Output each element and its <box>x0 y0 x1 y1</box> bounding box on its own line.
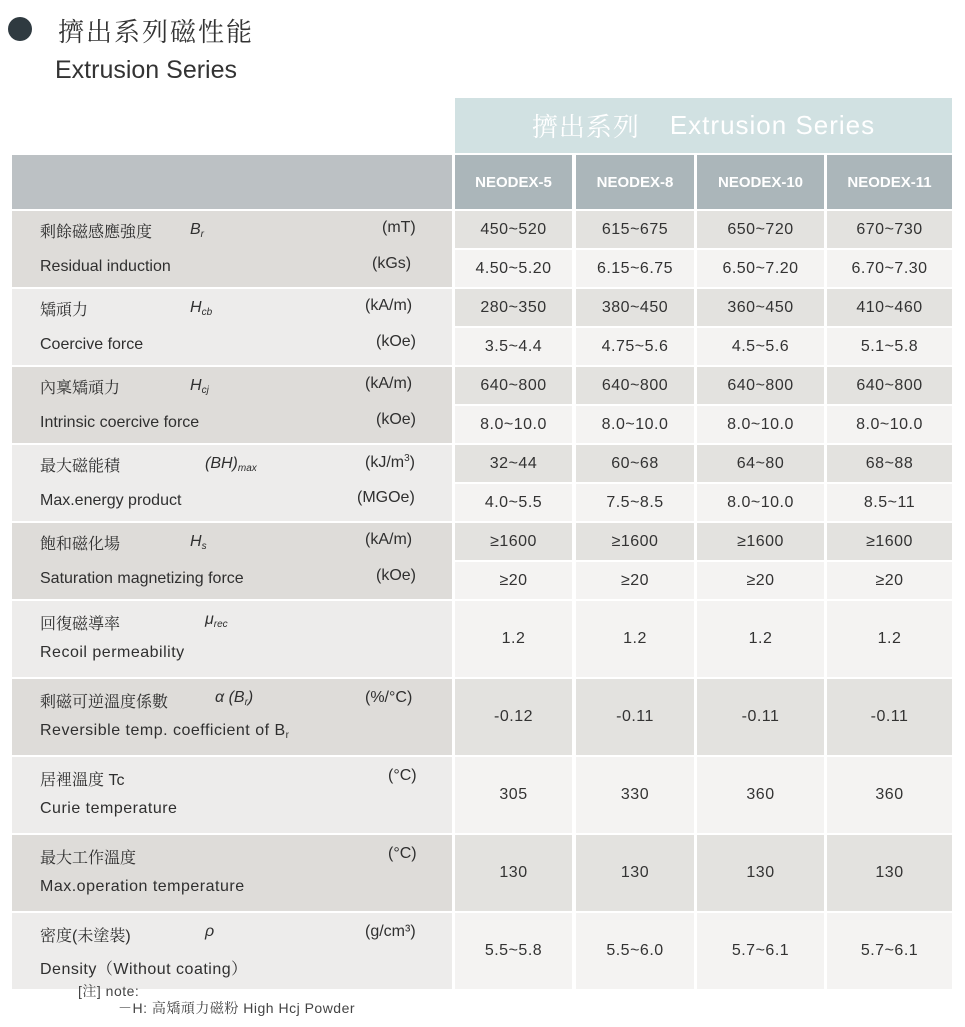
table-cell: ≥20 <box>576 562 694 599</box>
table-cell: 1.2 <box>697 601 824 677</box>
property-symbol: α $(B_r)$ <box>215 689 254 708</box>
unit-primary: (°C) <box>388 767 417 784</box>
table-cell: 7.5~8.5 <box>576 484 694 521</box>
table-cell: 650~720 <box>697 211 824 248</box>
unit-primary: (kA/m) <box>365 531 413 548</box>
table-cell: ≥1600 <box>827 523 952 560</box>
unit-primary: (%/°C) <box>365 689 413 706</box>
unit-primary: (kA/m) <box>365 297 413 314</box>
table-cell: 8.0~10.0 <box>576 406 694 443</box>
property-name-en: Intrinsic coercive force <box>40 414 200 431</box>
property-name-en: Recoil permeability <box>40 644 185 661</box>
table-cell: ≥1600 <box>697 523 824 560</box>
series-banner-en: Extrusion Series <box>669 110 876 140</box>
bullet-dot-icon <box>8 17 32 41</box>
property-symbol: $(BH)_{max}$ <box>205 455 257 474</box>
property-name-en: Density（Without coating） <box>40 961 248 978</box>
property-name-en: Reversible temp. coefficient of $B_r$ <box>40 722 290 741</box>
table-cell: 1.2 <box>827 601 952 677</box>
table-cell: 330 <box>576 757 694 833</box>
column-header-neodex-5: NEODEX-5 <box>455 155 572 209</box>
unit-primary: (°C) <box>388 845 417 862</box>
table-cell: 450~520 <box>455 211 572 248</box>
unit-primary: (mT) <box>382 219 416 236</box>
unit-primary: (g/cm³) <box>365 923 416 940</box>
unit-secondary: (MGOe) <box>357 489 415 506</box>
table-cell: 130 <box>827 835 952 911</box>
table-cell: 670~730 <box>827 211 952 248</box>
property-name-cn: 飽和磁化場 <box>40 536 121 553</box>
property-symbol: ρ <box>205 923 215 940</box>
table-cell: ≥1600 <box>455 523 572 560</box>
table-cell: 305 <box>455 757 572 833</box>
table-cell: 410~460 <box>827 289 952 326</box>
page-title-en: Extrusion Series <box>55 56 238 84</box>
property-name-cn: 最大磁能積 <box>40 458 121 475</box>
table-cell: ≥1600 <box>576 523 694 560</box>
table-cell: 3.5~4.4 <box>455 328 572 365</box>
property-name-en: Max.energy product <box>40 492 182 509</box>
table-cell: 130 <box>697 835 824 911</box>
table-cell: 360 <box>827 757 952 833</box>
table-cell: 68~88 <box>827 445 952 482</box>
property-name-en: Coercive force <box>40 336 144 353</box>
property-symbol: $H_{cj}$ <box>190 377 209 396</box>
table-cell: 640~800 <box>576 367 694 404</box>
table-cell: 4.50~5.20 <box>455 250 572 287</box>
table-cell: 380~450 <box>576 289 694 326</box>
series-banner-cn: 擠出系列 <box>531 112 640 142</box>
unit-secondary: (kGs) <box>372 255 412 272</box>
table-cell: 5.5~6.0 <box>576 913 694 989</box>
property-name-en: Saturation magnetizing force <box>40 570 244 587</box>
property-name-cn: 內稟矯頑力 <box>40 380 121 397</box>
table-cell: 6.15~6.75 <box>576 250 694 287</box>
table-cell: 8.0~10.0 <box>697 406 824 443</box>
unit-secondary: (kOe) <box>376 411 416 428</box>
table-cell: 130 <box>576 835 694 911</box>
unit-primary: (kA/m) <box>365 375 413 392</box>
column-header-neodex-10: NEODEX-10 <box>697 155 824 209</box>
table-cell: 640~800 <box>697 367 824 404</box>
table-cell: 5.7~6.1 <box>697 913 824 989</box>
table-cell: 6.50~7.20 <box>697 250 824 287</box>
unit-primary: $(kJ/m^3)$ <box>365 453 415 471</box>
table-cell: 5.1~5.8 <box>827 328 952 365</box>
table-cell: 280~350 <box>455 289 572 326</box>
table-cell: 32~44 <box>455 445 572 482</box>
property-symbol: $H_{cb}$ <box>190 299 213 318</box>
table-cell: 4.5~5.6 <box>697 328 824 365</box>
property-name-cn: 剩磁可逆溫度係數 <box>40 694 169 711</box>
table-cell: ≥20 <box>455 562 572 599</box>
table-cell: 1.2 <box>455 601 572 677</box>
table-cell: 8.0~10.0 <box>827 406 952 443</box>
table-cell: ≥20 <box>827 562 952 599</box>
table-cell: -0.11 <box>827 679 952 755</box>
table-cell: 64~80 <box>697 445 824 482</box>
property-name-en: Max.operation temperature <box>40 878 245 895</box>
property-name-cn: 矯頑力 <box>40 302 89 319</box>
table-cell: 615~675 <box>576 211 694 248</box>
table-cell: 130 <box>455 835 572 911</box>
table-cell: -0.11 <box>697 679 824 755</box>
note-label: [注] note: <box>78 983 140 999</box>
table-cell: 5.7~6.1 <box>827 913 952 989</box>
table-cell: 640~800 <box>827 367 952 404</box>
series-banner <box>455 98 952 153</box>
column-header-neodex-11: NEODEX-11 <box>827 155 952 209</box>
property-symbol: $B_r$ <box>190 221 205 240</box>
table-cell: ≥20 <box>697 562 824 599</box>
table-cell: 5.5~5.8 <box>455 913 572 989</box>
table-cell: 60~68 <box>576 445 694 482</box>
table-cell: 360 <box>697 757 824 833</box>
property-name-cn: 剩餘磁感應強度 <box>40 224 153 241</box>
property-name-en: Residual induction <box>40 258 171 275</box>
table-cell: 8.0~10.0 <box>455 406 572 443</box>
property-name-cn: 最大工作溫度 <box>40 850 137 867</box>
property-symbol: $H_s$ <box>190 533 207 552</box>
property-name-en: Curie temperature <box>40 800 178 817</box>
table-cell: 8.0~10.0 <box>697 484 824 521</box>
column-header-neodex-8: NEODEX-8 <box>576 155 694 209</box>
table-cell: 1.2 <box>576 601 694 677</box>
table-cell: -0.12 <box>455 679 572 755</box>
property-symbol: $\mu_{rec}$ <box>205 611 228 630</box>
table-header-blank <box>12 155 452 209</box>
unit-secondary: (kOe) <box>376 567 416 584</box>
property-name-cn: 回復磁導率 <box>40 616 121 633</box>
table-cell: 360~450 <box>697 289 824 326</box>
table-cell: 4.0~5.5 <box>455 484 572 521</box>
table-cell: -0.11 <box>576 679 694 755</box>
page-title-cn: 擠出系列磁性能 <box>58 18 255 48</box>
property-name-cn: 居裡溫度 Tc <box>40 772 125 789</box>
table-cell: 6.70~7.30 <box>827 250 952 287</box>
table-cell: 8.5~11 <box>827 484 952 521</box>
table-cell: 640~800 <box>455 367 572 404</box>
table-cell: 4.75~5.6 <box>576 328 694 365</box>
property-name-cn: 密度(未塗裝) <box>40 928 131 945</box>
note-line: －H: 高矯頑力磁粉 High Hcj Powder <box>118 1000 356 1016</box>
unit-secondary: (kOe) <box>376 333 416 350</box>
